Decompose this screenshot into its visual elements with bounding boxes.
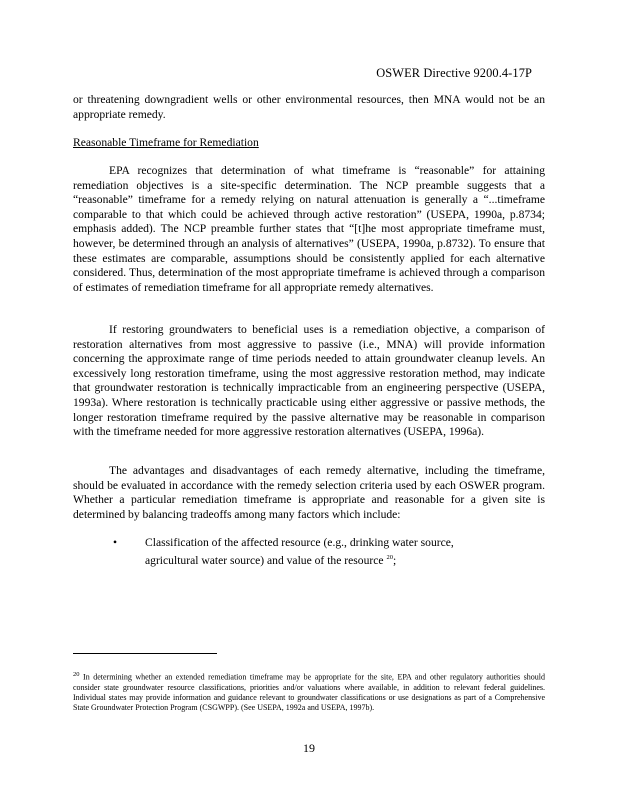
bullet-trailing: ; [392, 553, 397, 567]
paragraph-timeframe-reasonable: EPA recognizes that determination of what timeframe is “reasonable” for attaining remediation objectives is a site-specific determination. The NCP preamble suggests that a “reasonable” timeframe for a remedy relying on natural attenuation is generally a “...timeframe comparable to that which could be achieved through active restoration” (USEPA, 1990a, p.8734; emphasis added). The NCP preamble further states that “[t]he most appropriate timeframe must, however, be determined through an analysis of alternatives” (USEPA, 1990a, p.8732). To ensure that these estimates are comparable, assumptions should be consistently applied for each alternative considered. Thus, determination of the most appropriate timeframe is achieved through a comparison of estimates of remediation timeframe for all appropriate remedy alternatives. [73, 164, 545, 294]
bullet-icon: • [113, 536, 118, 549]
bullet-text [145, 536, 465, 568]
footnote-reference[interactable]: 20 [386, 553, 393, 561]
footnote-number: 20 [73, 671, 80, 678]
paragraph-restoration-alternatives: If restoring groundwaters to beneficial uses is a remediation objective, a comparison of restoration alternatives from most aggressive to passive (i.e., MNA) will provide information concerning the approximate range of time periods needed to attain groundwater cleanup levels. An excessively long restoration timeframe, using the most aggressive restoration method, may indicate that groundwater restoration is technically impracticable from an engineering perspective (USEPA, 1993a). Where restoration is technically practicable using either aggressive or passive methods, the longer restoration timeframe required by the passive alternative may be reasonable in comparison with the timeframe needed for more aggressive restoration alternatives (USEPA, 1996a). [73, 323, 545, 439]
bullet-body: Classification of the affected resource (e.g., drinking water source, agricultural water source) and value of the resource [145, 536, 454, 567]
page-number: 19 [303, 741, 315, 755]
continuation-paragraph: or threatening downgradient wells or other environmental resources, then MNA would not be an appropriate remedy. [73, 93, 545, 121]
footnote-divider [73, 653, 217, 654]
paragraph-advantages-disadvantages: The advantages and disadvantages of each remedy alternative, including the timeframe, should be evaluated in accordance with the remedy selection criteria used by each OSWER program. Whether a particular remediation timeframe is appropriate and reasonable for a given site is determined by balancing tradeoffs among many factors which include: [73, 464, 545, 521]
directive-header: OSWER Directive 9200.4-17P [376, 66, 532, 80]
section-heading: Reasonable Timeframe for Remediation [73, 136, 259, 149]
footnote [73, 670, 545, 713]
footnote-text: In determining whether an extended remediation timeframe may be appropriate for the site, EPA and other regulatory authorities should consider state groundwater resource classifications, priorities and/or valuations where available, in addition to relevant federal guidelines. Individual states may provide information and guidance relevant to groundwater classifications or use designations as part of a Comprehensive State Groundwater Protection Program (CSGWPP). (See USEPA, 1992a and USEPA, 1997b). [73, 672, 545, 713]
